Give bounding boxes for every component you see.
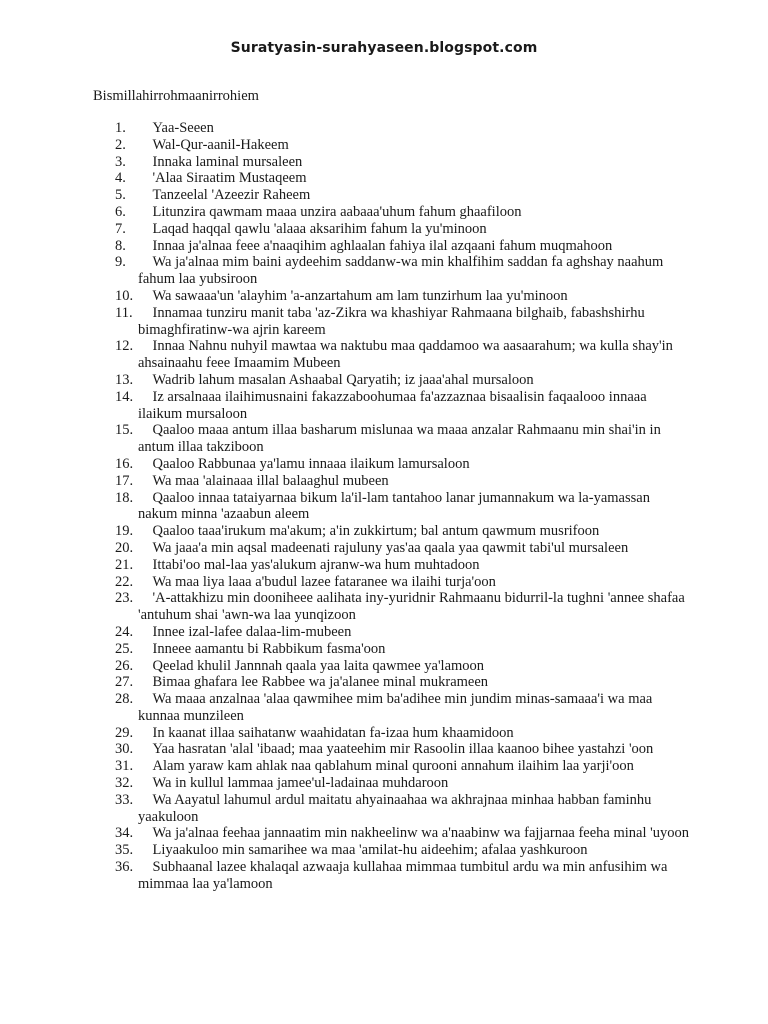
- verse-number: 19.: [115, 523, 134, 540]
- verse-item: [93, 389, 693, 423]
- verse-number: 30.: [115, 741, 134, 758]
- bismillah-heading: Bismillahirrohmaanirrohiem: [93, 88, 259, 104]
- verse-item: [93, 792, 693, 826]
- verse-number: 6.: [115, 203, 126, 220]
- verse-text: Wa in kullul lammaa jamee'ul-ladainaa muhdaroon: [152, 775, 449, 792]
- verse-item: [93, 590, 693, 624]
- verse-text: Wa jaaa'a min aqsal madeenati rajuluny yas'aa qaala yaa qawmit tabi'ul mursaleen: [152, 539, 629, 556]
- verse-item: [93, 288, 693, 305]
- verse-item: [93, 137, 693, 154]
- verse-item: [93, 372, 693, 389]
- verse-item: [93, 490, 693, 524]
- verse-text: Ittabi'oo mal-laa yas'alukum ajranw-wa hum muhtadoon: [152, 556, 480, 573]
- verse-item: [93, 187, 693, 204]
- verse-item: [93, 154, 693, 171]
- verse-number: 11.: [115, 304, 133, 321]
- verse-text: In kaanat illaa saihatanw waahidatan fa-izaa hum khaamidoon: [152, 724, 514, 741]
- verse-number: 9.: [115, 254, 126, 271]
- verse-number: 13.: [115, 371, 134, 388]
- verse-number: 36.: [115, 859, 134, 876]
- verse-number: 8.: [115, 237, 126, 254]
- verse-item: [93, 741, 693, 758]
- verse-number: 5.: [115, 187, 126, 204]
- verse-text: Innaka laminal mursaleen: [152, 153, 303, 170]
- verse-item: [93, 540, 693, 557]
- verse-number: 17.: [115, 472, 134, 489]
- verse-item: [93, 204, 693, 221]
- verse-text: Bimaa ghafara lee Rabbee wa ja'alanee minal mukrameen: [152, 674, 489, 691]
- verse-number: 24.: [115, 623, 134, 640]
- verse-item: [93, 775, 693, 792]
- verse-text: Qeelad khulil Jannnah qaala yaa laita qawmee ya'lamoon: [152, 657, 485, 674]
- verse-item: [93, 456, 693, 473]
- verse-number: 22.: [115, 573, 134, 590]
- verse-item: [93, 758, 693, 775]
- verse-text: Inneee aamantu bi Rabbikum fasma'oon: [152, 640, 386, 657]
- verse-number: 31.: [115, 758, 134, 775]
- verse-number: 18.: [115, 489, 134, 506]
- verse-text: Qaaloo maaa antum illaa basharum mislunaa wa maaa anzalar Rahmaanu min shai'in in antum illaa takziboon: [138, 422, 661, 456]
- verse-item: [93, 557, 693, 574]
- verse-item: [93, 120, 693, 137]
- verse-item: [93, 305, 693, 339]
- verse-item: [93, 624, 693, 641]
- verse-text: Innee izal-lafee dalaa-lim-mubeen: [152, 623, 352, 640]
- verse-number: 33.: [115, 791, 134, 808]
- verse-text: Wa Aayatul lahumul ardul maitatu ahyainaahaa wa akhrajnaa minhaa habban faminhu yaakuloon: [138, 791, 652, 825]
- site-header: Suratyasin-surahyaseen.blogspot.com: [230, 40, 538, 56]
- verse-text: Laqad haqqal qawlu 'alaaa aksarihim fahum la yu'minoon: [152, 220, 487, 237]
- verse-text: Innaa Nahnu nuhyil mawtaa wa naktubu maa qaddamoo wa aasaarahum; wa kulla shay'in ahsainaahu feee Imaamim Mubeen: [138, 338, 673, 372]
- verse-item: [93, 523, 693, 540]
- verse-text: Litunzira qawmam maaa unzira aabaaa'uhum fahum ghaafiloon: [152, 203, 522, 220]
- verse-number: 16.: [115, 455, 134, 472]
- verse-list: [93, 120, 693, 893]
- verse-number: 10.: [115, 287, 134, 304]
- verse-text: Wa ja'alnaa mim baini aydeehim saddanw-wa min khalfihim saddan fa aghshay naahum fahum laa yubsiroon: [138, 254, 664, 288]
- verse-text: Wa ja'alnaa feehaa jannaatim min nakheelinw wa a'naabinw wa fajjarnaa feeha minal 'uyoon: [152, 825, 689, 842]
- verse-number: 35.: [115, 842, 134, 859]
- verse-text: Liyaakuloo min samarihee wa maa 'amilat-hu aideehim; afalaa yashkuroon: [152, 842, 588, 859]
- verse-item: [93, 825, 693, 842]
- verse-item: [93, 658, 693, 675]
- verse-text: Wa maa liya laaa a'budul lazee fataranee wa ilaihi turja'oon: [152, 573, 496, 590]
- verse-number: 12.: [115, 338, 134, 355]
- verse-text: Wadrib lahum masalan Ashaabal Qaryatih; iz jaaa'ahal mursaloon: [152, 371, 534, 388]
- verse-number: 1.: [115, 120, 126, 136]
- verse-item: [93, 338, 693, 372]
- verse-text: 'A-attakhizu min dooniheee aalihata iny-yuridnir Rahmaanu bidurril-la tughni 'annee shafaa 'antuhum shai 'awn-wa laa yunqizoon: [138, 590, 685, 624]
- verse-item: [93, 641, 693, 658]
- verse-number: 14.: [115, 388, 134, 405]
- verse-item: [93, 254, 693, 288]
- verse-text: Innaa ja'alnaa feee a'naaqihim aghlaalan fahiya ilal azqaani fahum muqmahoon: [152, 237, 613, 254]
- verse-number: 15.: [115, 422, 134, 439]
- verse-text: Qaaloo Rabbunaa ya'lamu innaaa ilaikum lamursaloon: [152, 455, 470, 472]
- verse-item: [93, 422, 693, 456]
- verse-item: [93, 238, 693, 255]
- verse-number: 28.: [115, 691, 134, 708]
- verse-text: Yaa-Seeen: [152, 120, 214, 136]
- verse-item: [93, 842, 693, 859]
- verse-text: Qaaloo taaa'irukum ma'akum; a'in zukkirtum; bal antum qawmum musrifoon: [152, 523, 600, 540]
- verse-number: 32.: [115, 775, 134, 792]
- verse-text: Iz arsalnaaa ilaihimusnaini fakazzaboohumaa fa'azzaznaa bisaalisin faqaalooo innaaa ilaikum mursaloon: [138, 388, 647, 422]
- verse-item: [93, 574, 693, 591]
- verse-text: Innamaa tunziru manit taba 'az-Zikra wa khashiyar Rahmaana bilghaib, fabashshirhu bimaghfiratinw-wa ajrin kareem: [138, 304, 645, 338]
- verse-text: Alam yaraw kam ahlak naa qablahum minal qurooni annahum ilaihim laa yarji'oon: [152, 758, 634, 775]
- verse-text: Wa maaa anzalnaa 'alaa qawmihee mim ba'adihee min jundim minas-samaaa'i wa maa kunnaa munzileen: [138, 691, 653, 724]
- verse-number: 4.: [115, 170, 126, 187]
- verse-number: 25.: [115, 640, 134, 657]
- verse-text: Yaa hasratan 'alal 'ibaad; maa yaateehim mir Rasoolin illaa kaanoo bihee yastahzi 'oon: [152, 741, 654, 758]
- verse-number: 20.: [115, 539, 134, 556]
- verse-text: Qaaloo innaa tataiyarnaa bikum la'il-lam tantahoo lanar jumannakum wa la-yamassan nakum minna 'azaabun aleem: [138, 489, 650, 523]
- verse-item: [93, 674, 693, 691]
- verse-text: 'Alaa Siraatim Mustaqeem: [152, 170, 307, 187]
- verse-number: 23.: [115, 590, 134, 607]
- verse-item: [93, 859, 693, 893]
- verse-text: Subhaanal lazee khalaqal azwaaja kullahaa mimmaa tumbitul ardu wa min anfusihim wa mimmaa laa ya'lamoon: [138, 859, 668, 892]
- verse-number: 7.: [115, 220, 126, 237]
- verse-item: [93, 473, 693, 490]
- verse-item: [93, 725, 693, 742]
- verse-number: 2.: [115, 136, 126, 153]
- verse-number: 21.: [115, 556, 134, 573]
- verse-number: 27.: [115, 674, 134, 691]
- verse-item: [93, 170, 693, 187]
- verse-text: Wal-Qur-aanil-Hakeem: [152, 136, 289, 153]
- verse-item: [93, 221, 693, 238]
- verse-text: Wa sawaaa'un 'alayhim 'a-anzartahum am lam tunzirhum laa yu'minoon: [152, 287, 568, 304]
- verse-number: 3.: [115, 153, 126, 170]
- verse-number: 29.: [115, 724, 134, 741]
- verse-text: Tanzeelal 'Azeezir Raheem: [152, 187, 311, 204]
- verse-item: [93, 691, 693, 725]
- verse-number: 26.: [115, 657, 134, 674]
- verse-text: Wa maa 'alainaaa illal balaaghul mubeen: [152, 472, 389, 489]
- verse-number: 34.: [115, 825, 134, 842]
